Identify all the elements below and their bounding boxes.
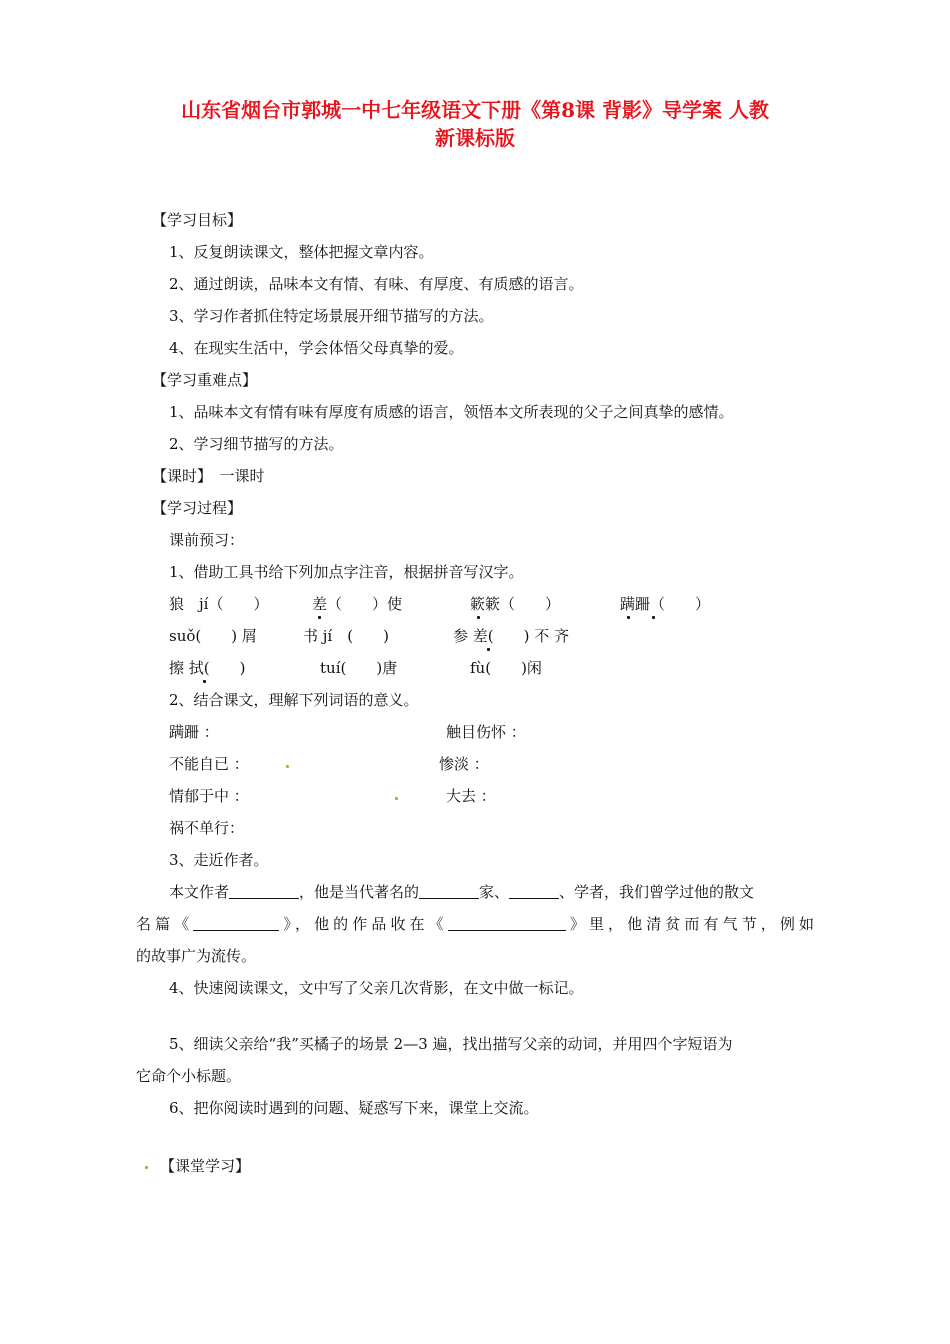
answer-blank[interactable]	[229, 883, 299, 899]
objective-item: 2、通过朗读，品味本文有情、有味、有厚度、有质感的语言。	[169, 275, 584, 293]
pinyin-item: 蹒跚（ ）	[620, 595, 711, 613]
pinyin-item: 书 jí ( )	[303, 627, 389, 645]
lesson-time: 【课时】 一课时	[152, 467, 265, 485]
pinyin-item: 参 差( ) 不 齐	[453, 627, 570, 645]
process-heading: 【学习过程】	[152, 499, 243, 517]
vocab-term: 惨淡 ：	[439, 755, 489, 773]
question-3: 3、走近作者。	[169, 851, 269, 869]
doc-title-line-2: 新课标版	[435, 126, 515, 150]
pinyin-item: 簌簌（ ）	[470, 595, 561, 613]
pinyin-item: 擦 拭( )	[169, 659, 246, 677]
vocab-term: 蹒跚 ：	[169, 723, 219, 741]
objectives-heading: 【学习目标】	[152, 211, 243, 229]
stray-dot	[145, 1166, 148, 1169]
vocab-term: 触目伤怀 ：	[446, 723, 526, 741]
author-line-1: 本文作者 ，他是当代著名的 家、 、学者，我们曾学过他的散文	[169, 883, 755, 901]
stray-dot	[286, 765, 289, 768]
pinyin-item: tuí( )唐	[320, 659, 398, 677]
vocab-term: 不能自已 ：	[169, 755, 249, 773]
vocab-term: 大去 ：	[446, 787, 496, 805]
question-5: 5、细读父亲给“我”买橘子的场景 2—3 遍，找出描写父亲的动词，并用四个字短语为	[169, 1035, 733, 1053]
doc-title-line-1: 山东省烟台市郭城一中七年级语文下册《第8课 背影》导学案 人教	[181, 98, 769, 122]
author-line-3: 的故事广为流传。	[136, 947, 257, 965]
emphasis-dot	[203, 680, 206, 683]
emphasis-dot	[477, 616, 480, 619]
emphasis-dot	[652, 616, 655, 619]
question-4: 4、快速阅读课文，文中写了父亲几次背影，在文中做一标记。	[169, 979, 584, 997]
objective-item: 3、学习作者抓住特定场景展开细节描写的方法。	[169, 307, 494, 325]
question-5-continued: 它命个小标题。	[136, 1067, 242, 1085]
answer-blank[interactable]	[448, 915, 566, 931]
objective-item: 1、反复朗读课文，整体把握文章内容。	[169, 243, 434, 261]
emphasis-dot	[627, 616, 630, 619]
question-2: 2、结合课文，理解下列词语的意义。	[169, 691, 419, 709]
author-line-2: 名篇《 》，他的作品收在《 》里，他清贫而有气节，例如	[136, 915, 814, 933]
key-points-heading: 【学习重难点】	[152, 371, 258, 389]
pinyin-item: 差（ ）使	[312, 595, 403, 613]
vocab-term: 祸不单行：	[169, 819, 245, 837]
answer-blank[interactable]	[193, 915, 279, 931]
stray-dot	[395, 797, 398, 800]
question-1: 1、借助工具书给下列加点字注音，根据拼音写汉字。	[169, 563, 524, 581]
vocab-term: 情郁于中 ：	[169, 787, 249, 805]
classroom-heading: 【课堂学习】	[160, 1157, 251, 1175]
key-point-item: 1、品味本文有情有味有厚度有质感的语言，领悟本文所表现的父子之间真挚的感情。	[169, 403, 734, 421]
preview-label: 课前预习：	[169, 531, 245, 549]
emphasis-dot	[487, 648, 490, 651]
answer-blank[interactable]	[419, 883, 479, 899]
key-point-item: 2、学习细节描写的方法。	[169, 435, 344, 453]
question-6: 6、把你阅读时遇到的问题、疑惑写下来，课堂上交流。	[169, 1099, 539, 1117]
pinyin-item: suǒ( ) 屑	[169, 627, 257, 645]
answer-blank[interactable]	[509, 883, 559, 899]
pinyin-item: 狼 jí（ ）	[169, 595, 269, 613]
pinyin-item: fù( )闲	[470, 659, 542, 677]
emphasis-dot	[318, 616, 321, 619]
objective-item: 4、在现实生活中，学会体悟父母真挚的爱。	[169, 339, 464, 357]
